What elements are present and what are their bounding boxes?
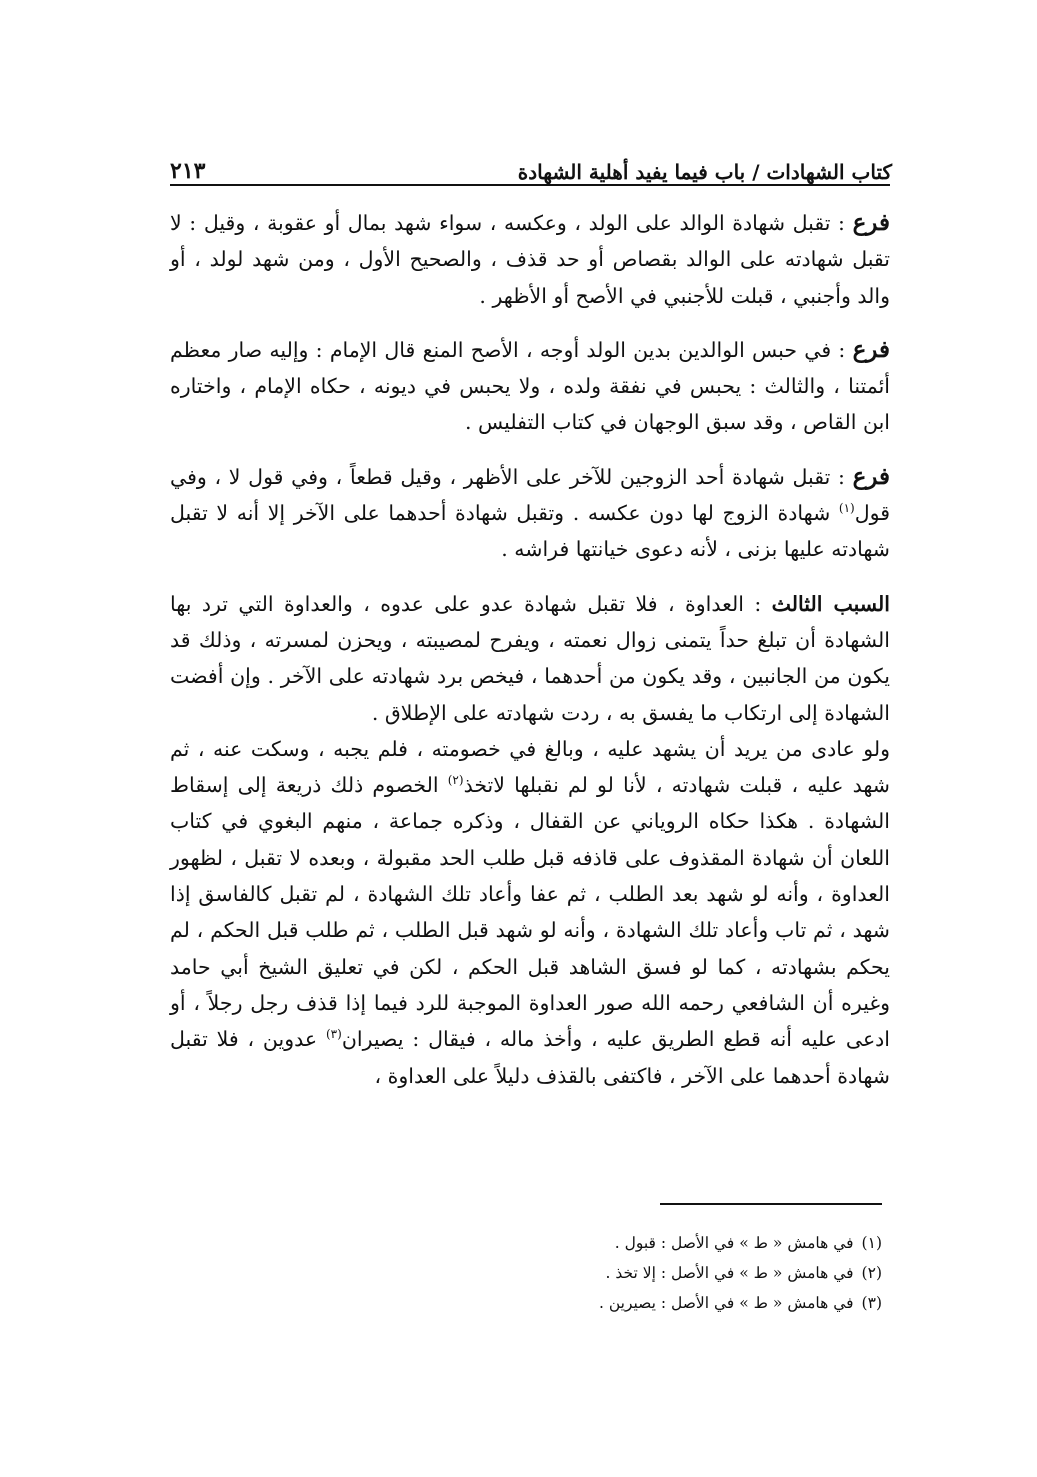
paragraph-2 [170,332,890,441]
running-header [170,140,892,184]
paragraph-1 [170,205,890,314]
paragraph-5-text-middle: الخصوم ذلك ذريعة إلى إسقاط الشهادة . هكذا حكاه الروياني عن القفال ، وذكره جماعة ، منهم البغوي في كتاب اللعان أن شهادة المقذوف على قاذفه قبل طلب الحد مقبولة ، وبعده لا تقبل ، لظهور العداوة ، وأنه لو شهد بعد الطلب ، ثم عفا وأعاد تلك الشهادة ، لم تقبل كالفاسق إذا شهد ، ثم تاب وأعاد تلك الشهادة ، وأنه لو شهد قبل الطلب ، ثم طلب قبل الحكم ، لم يحكم بشهادته ، كما لو فسق الشاهد قبل الحكم ، لكن في تعليق الشيخ أبي حامد وغيره أن الشافعي رحمه الله صور العداوة الموجبة للرد فيما إذا قذف رجل رجلاً ، أو ادعى عليه أنه قطع الطريق عليه ، وأخذ ماله ، فيقال : يصيران [170,773,890,1052]
footnote-2 [500,1258,882,1288]
footnote-2-text: في هامش « ط » في الأصل : إلا تخذ . [605,1264,854,1282]
footnotes [500,1228,882,1318]
paragraph-4-text: : العداوة ، فلا تقبل شهادة عدو على عدوه ، والعداوة التي ترد بها الشهادة أن تبلغ حداً يتمنى زوال نعمته ، ويفرح لمصيبته ، ويحزن لمسرته ، وذلك قد يكون من الجانبين ، وقد يكون من أحدهما ، فيخص برد شهادته على الآخر . وإن أفضت الشهادة إلى ارتكاب ما يفسق به ، ردت شهادته على الإطلاق . [170,591,890,725]
paragraph-5-text-after: عدوين ، فلا تقبل شهادة أحدهما على الآخر ، فاكتفى بالقذف دليلاً على العداوة ، [170,1027,890,1088]
page-number: ٢١٣ [170,158,206,184]
footnote-2-number: (٢) [861,1264,882,1282]
paragraph-3-text-before: : تقبل شهادة أحد الزوجين للآخر على الأظهر ، وقيل قطعاً ، وفي قول لا ، وفي قول [170,464,890,526]
footnote-ref-3: (٣) [325,1027,342,1042]
footnote-1-number: (١) [861,1234,882,1252]
paragraph-1-text: : تقبل شهادة الوالد على الولد ، وعكسه ، سواء شهد بمال أو عقوبة ، وقيل : لا تقبل شهادته على الوالد بقصاص أو حد قذف ، والصحيح الأول ، ومن شهد لولد ، أو والد وأجنبي ، قبلت للأجنبي في الأصح أو الأظهر . [170,211,890,308]
paragraph-2-term: فرع [852,335,890,363]
section-heading-third-cause: السبب الثالث [771,591,891,616]
footnote-3-text: في هامش « ط » في الأصل : يصيرين . [598,1294,854,1312]
main-text [170,205,890,1094]
footnote-3-number: (٣) [861,1294,882,1312]
paragraph-5 [170,731,890,1094]
footnote-ref-1: (١) [838,501,855,516]
footnote-rule [660,1203,882,1205]
paragraph-3-term: فرع [852,462,890,490]
paragraph-5-text-before: ولو عادى من يريد أن يشهد عليه ، وبالغ في خصومته ، فلم يجبه ، وسكت عنه ، ثم شهد عليه ، قبلت شهادته ، لأنا لو لم نقبلها لاتخذ [170,736,890,798]
footnote-1-text: في هامش « ط » في الأصل : قبول . [614,1234,854,1252]
footnote-ref-2: (٢) [447,773,464,788]
paragraph-4 [170,586,890,731]
footnote-3 [500,1288,882,1318]
header-rule [170,184,890,186]
paragraph-3 [170,459,890,568]
paragraph-3-text-after: شهادة الزوج لها دون عكسه . وتقبل شهادة أحدهما على الآخر إلا أنه لا تقبل شهادته عليها بزنى ، لأنه دعوى خيانتها فراشه . [170,501,890,562]
footnote-1 [500,1228,882,1258]
paragraph-1-term: فرع [852,209,890,236]
header-title: كتاب الشهادات / باب فيما يفيد أهلية الشهادة [517,160,892,184]
paragraph-2-text: : في حبس الوالدين بدين الولد أوجه ، الأصح المنع قال الإمام : وإليه صار معظم أئمتنا ، والثالث : يحبس في نفقة ولده ، ولا يحبس في ديونه ، حكاه الإمام ، واختاره ابن القاص ، وقد سبق الوجهان في كتاب التفليس . [170,337,890,435]
